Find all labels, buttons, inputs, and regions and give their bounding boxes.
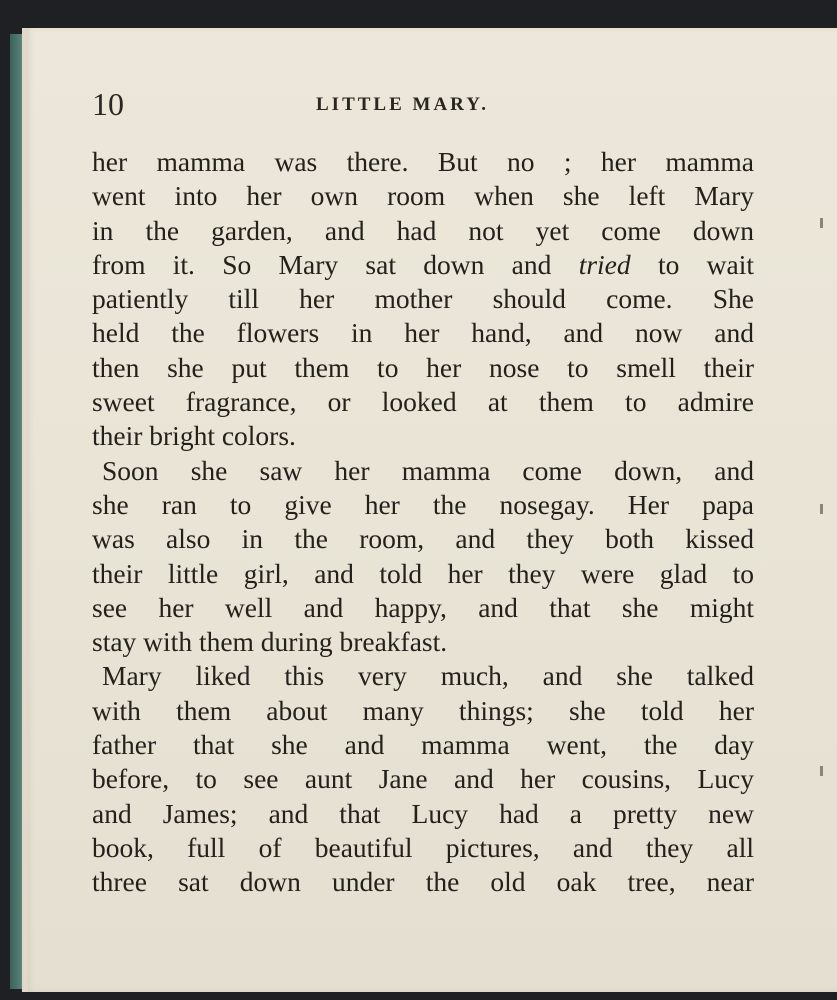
text-line: see her well and happy, and that she might xyxy=(92,591,754,623)
text-line: Mary liked this very much, and she talked xyxy=(102,660,754,692)
text-line: book, full of beautiful pictures, and they all xyxy=(92,831,754,863)
page-stack-edge xyxy=(22,28,28,992)
text-line: then she put them to her nose to smell their xyxy=(92,351,754,383)
text-line: father that she and mamma went, the day xyxy=(92,729,754,761)
body-text xyxy=(92,145,754,900)
page-header xyxy=(92,86,752,126)
text-line: she ran to give her the nosegay. Her papa xyxy=(92,488,754,520)
text-fragment: to wait xyxy=(657,248,755,280)
text-line: three sat down under the old oak tree, near xyxy=(92,866,754,898)
text-line xyxy=(92,248,754,282)
text-line: held the flowers in her hand, and now and xyxy=(92,317,754,349)
text-line: with them about many things; she told her xyxy=(92,694,754,726)
text-fragment: from it. So Mary sat down and xyxy=(92,248,552,280)
italic-word: tried xyxy=(578,248,631,280)
running-title: LITTLE MARY. xyxy=(316,94,489,115)
text-line: was also in the room, and they both kissed xyxy=(92,523,754,555)
margin-mark xyxy=(820,766,823,776)
text-line: their bright colors. xyxy=(92,420,296,452)
margin-mark xyxy=(820,504,823,514)
text-line: and James; and that Lucy had a pretty new xyxy=(92,797,754,829)
text-line: their little girl, and told her they were glad to xyxy=(92,557,754,589)
text-line: stay with them during breakfast. xyxy=(92,626,448,658)
text-line: in the garden, and had not yet come down xyxy=(92,214,754,246)
text-line: before, to see aunt Jane and her cousins, Lucy xyxy=(92,763,754,795)
text-line: sweet fragrance, or looked at them to admire xyxy=(92,386,754,418)
text-line: Soon she saw her mamma come down, and xyxy=(102,454,754,486)
text-line: her mamma was there. But no ; her mamma xyxy=(92,146,754,177)
margin-mark xyxy=(820,218,823,228)
text-line: patiently till her mother should come. She xyxy=(92,283,754,315)
page-number: 10 xyxy=(92,86,124,122)
text-line: went into her own room when she left Mary xyxy=(92,180,754,212)
